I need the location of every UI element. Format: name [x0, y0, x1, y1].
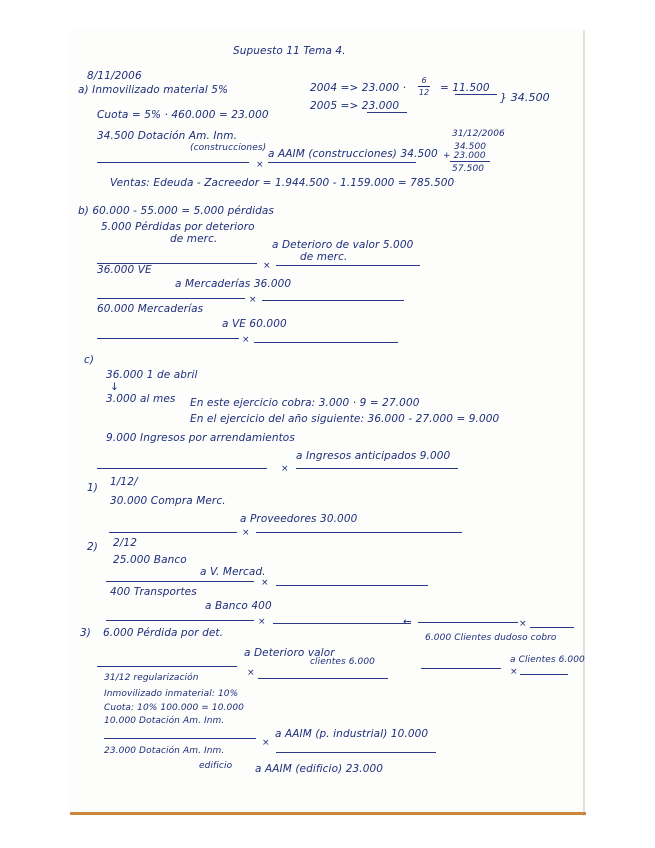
side-date: 31/12/2006: [452, 129, 505, 139]
section-1-label: 1): [87, 482, 98, 494]
entry-debit-detail: de merc.: [170, 233, 218, 245]
calc-2004-left: 2004 => 23.000 ·: [310, 82, 407, 94]
c-line-2: 3.000 al mes: [106, 393, 176, 405]
sum-line: [450, 161, 490, 162]
cross-mark: ×: [261, 578, 269, 588]
entry-credit: a Deterioro valor: [244, 647, 335, 659]
section-c-label: c): [84, 354, 95, 366]
arrow-down-icon: ↓: [110, 381, 119, 393]
section-b-line: b) 60.000 - 55.000 = 5.000 pérdidas: [78, 205, 275, 217]
entry-debit-detail: edificio: [199, 761, 233, 771]
cross-mark: ×: [256, 160, 264, 170]
fraction-denominator: 12: [418, 88, 430, 97]
cross-mark: ×: [262, 738, 270, 748]
entry-credit: a AAIM (construcciones) 34.500: [268, 148, 438, 160]
entry-line: [530, 627, 574, 628]
entry-credit: a Proveedores 30.000: [240, 513, 358, 525]
entry-credit: a V. Mercad.: [200, 566, 266, 578]
entry-credit-detail: clientes 6.000: [310, 657, 375, 667]
arrow-left-icon: ←: [403, 616, 412, 628]
entry-line: [520, 674, 568, 675]
entry-credit-detail: de merc.: [300, 251, 348, 263]
cross-mark: ×: [247, 668, 255, 678]
entry-line: [106, 620, 254, 621]
section-1-date: 1/12/: [110, 476, 138, 488]
cross-mark: ×: [258, 617, 266, 627]
calc-2004-right: = 11.500: [440, 82, 490, 94]
entry-credit: a AAIM (edificio) 23.000: [255, 763, 384, 775]
ventas-line: Ventas: Edeuda - Zacreedor = 1.944.500 - 1.159.000 = 785.500: [110, 177, 455, 189]
entry-credit: a Deterioro de valor 5.000: [272, 239, 414, 251]
reg-title: 31/12 regularización: [104, 673, 199, 683]
entry-debit: 10.000 Dotación Am. Inm.: [104, 716, 225, 726]
underline: [367, 112, 407, 113]
entry-debit: 23.000 Dotación Am. Inm.: [104, 746, 225, 756]
fraction: [418, 76, 430, 97]
c-line-1: 36.000 1 de abril: [106, 369, 198, 381]
cross-mark: ×: [510, 667, 518, 677]
entry-debit: 400 Transportes: [110, 586, 197, 598]
side-add-1: 34.500: [454, 142, 487, 152]
entry-line: [106, 581, 254, 582]
entry-line: [104, 738, 256, 739]
c-note-2: En el ejercicio del año siguiente: 36.000 - 27.000 = 9.000: [190, 413, 500, 425]
entry-line: [276, 585, 428, 586]
entry-credit: a Ingresos anticipados 9.000: [296, 450, 451, 462]
sheet-edge: [583, 30, 585, 816]
side-sum: 57.500: [452, 164, 485, 174]
entry-line: [421, 668, 501, 669]
date-heading: 8/11/2006: [87, 70, 142, 82]
c-note-1: En este ejercicio cobra: 3.000 · 9 = 27.000: [190, 397, 420, 409]
entry-line: [109, 532, 237, 533]
entry-debit: 25.000 Banco: [113, 554, 187, 566]
section-2-date: 2/12: [113, 537, 137, 549]
side-entry-debit: 6.000 Clientes dudoso cobro: [425, 633, 557, 643]
entry-line: [418, 622, 518, 623]
entry-line: [258, 678, 388, 679]
entry-debit: 5.000 Pérdidas por deterioro: [101, 221, 255, 233]
section-2-label: 2): [87, 541, 98, 553]
entry-credit: a AAIM (p. industrial) 10.000: [275, 728, 429, 740]
entry-debit: 36.000 VE: [97, 264, 152, 276]
entry-debit: 30.000 Compra Merc.: [110, 495, 226, 507]
entry-line: [273, 623, 411, 624]
brace-total: } 34.500: [500, 91, 550, 104]
entry-credit: a VE 60.000: [222, 318, 287, 330]
cross-mark: ×: [519, 619, 527, 629]
page-title: Supuesto 11 Tema 4.: [233, 45, 346, 57]
cross-mark: ×: [281, 464, 289, 474]
entry-debit: 34.500 Dotación Am. Inm.: [97, 130, 238, 142]
cross-mark: ×: [242, 528, 250, 538]
cross-mark: ×: [242, 335, 250, 345]
entry-line: [262, 300, 404, 301]
entry-line: [254, 342, 398, 343]
entry-debit-detail: (construcciones): [190, 143, 267, 153]
cross-mark: ×: [249, 295, 257, 305]
fraction-bar: [418, 86, 430, 87]
entry-debit: 9.000 Ingresos por arrendamientos: [106, 432, 295, 444]
entry-line: [97, 338, 239, 339]
entry-line: [256, 532, 462, 533]
sheet-bottom-edge: [70, 812, 586, 815]
side-entry-credit: a Clientes 6.000: [510, 655, 585, 665]
reg-line-1: Inmovilizado inmaterial: 10%: [104, 689, 239, 699]
entry-line: [276, 752, 436, 753]
fraction-numerator: 6: [421, 76, 427, 85]
section-3-label: 3): [80, 627, 91, 639]
calc-2005: 2005 => 23.000: [310, 100, 400, 112]
entry-line: [296, 468, 458, 469]
cross-mark: ×: [263, 261, 271, 271]
entry-credit: a Mercaderías 36.000: [175, 278, 292, 290]
entry-line: [268, 162, 416, 163]
cuota-line: Cuota = 5% · 460.000 = 23.000: [97, 109, 269, 121]
entry-line: [276, 265, 420, 266]
entry-debit: 60.000 Mercaderías: [97, 303, 204, 315]
underline: [455, 94, 497, 95]
entry-credit: a Banco 400: [205, 600, 272, 612]
entry-debit: 6.000 Pérdida por det.: [103, 627, 224, 639]
entry-line: [97, 666, 237, 667]
entry-line: [97, 298, 245, 299]
side-add-2: + 23.000: [443, 151, 486, 161]
reg-line-2: Cuota: 10% 100.000 = 10.000: [104, 703, 244, 713]
entry-line: [97, 162, 249, 163]
section-a-label: a) Inmovilizado material 5%: [78, 84, 229, 96]
entry-line: [97, 468, 267, 469]
